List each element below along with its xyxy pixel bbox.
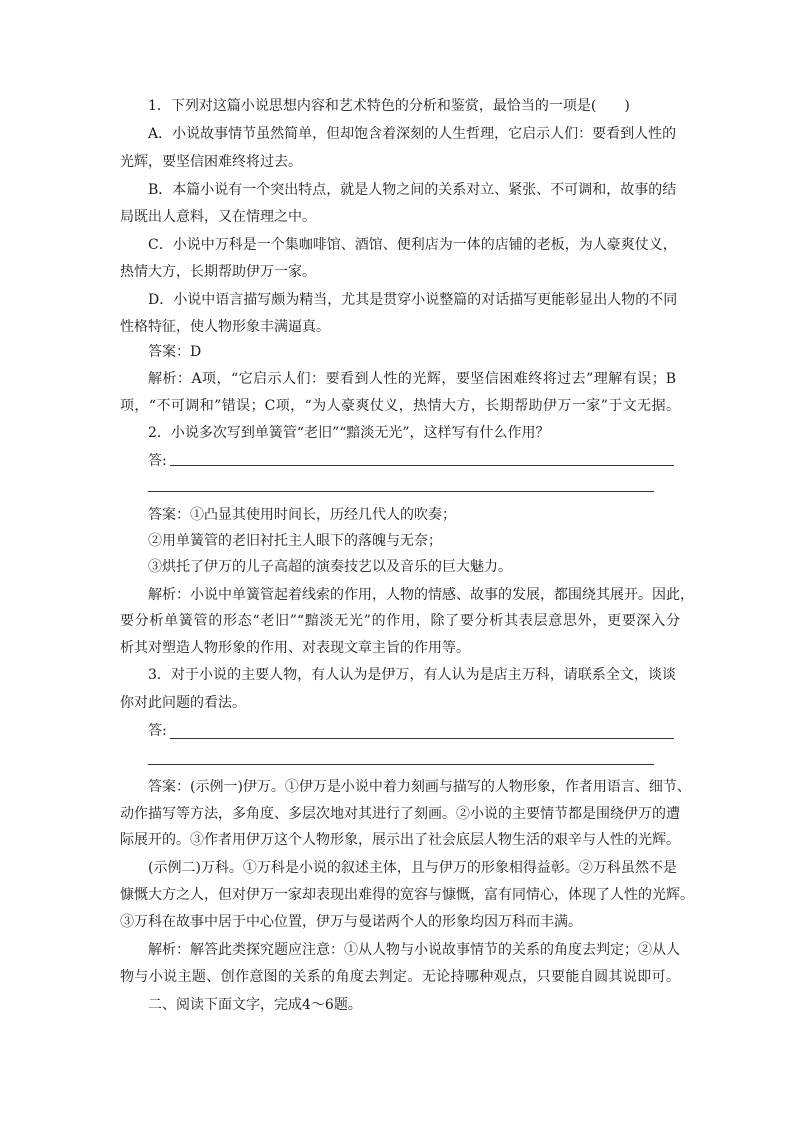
- q3-answer-line5: 慷慨大方之人，但对伊万一家却表现出难得的宽容与慷慨，富有同情心，体现了人性的光辉。: [120, 887, 694, 903]
- q3-explanation-line1: 解析：解答此类探究题应注意：①从人物与小说故事情节的关系的角度去判定；②从人: [148, 942, 680, 958]
- q3-answer-line3: 际展开的。③作者用伊万这个人物形象，展示出了社会底层人物生活的艰辛与人性的光辉。: [120, 832, 680, 848]
- q1-option-b-line1: B．本篇小说有一个突出特点，就是人物之间的关系对立、紧张、不可调和，故事的结: [148, 182, 677, 198]
- q1-stem: 1．下列对这篇小说思想内容和艺术特色的分析和鉴赏，最恰当的一项是( ): [148, 98, 630, 114]
- q1-option-c-line2: 热情大方，长期帮助伊万一家。: [120, 264, 316, 280]
- q3-stem-line1: 3．对于小说的主要人物，有人认为是伊万，有人认为是店主万科，请联系全文，谈谈: [148, 667, 676, 683]
- q2-explanation-line1: 解析：小说中单簧管起着线索的作用，人物的情感、故事的发展，都围绕其展开。因此，: [148, 587, 694, 603]
- q1-explanation-line2: 项，“不可调和”错误；C项，“为人豪爽仗义，热情大方，长期帮助伊万一家”于文无据。: [120, 398, 680, 414]
- q2-answer-line-1[interactable]: [170, 465, 674, 466]
- section-2-heading: 二、阅读下面文字，完成4～6题。: [148, 997, 362, 1013]
- q1-answer: 答案：D: [148, 344, 202, 360]
- q1-option-b-line2: 局既出人意料，又在情理之中。: [120, 209, 316, 225]
- q3-explanation-line2: 物与小说主题、创作意图的关系的角度去判定。无论持哪种观点，只要能自圆其说即可。: [120, 969, 680, 985]
- q2-explanation-line3: 析其对塑造人物形象的作用、对表现文章主旨的作用等。: [120, 640, 470, 656]
- q1-option-d-line2: 性格特征，使人物形象丰满逼真。: [120, 319, 330, 335]
- q1-option-c-line1: C．小说中万科是一个集咖啡馆、酒馆、便利店为一体的店铺的老板，为人豪爽仗义，: [148, 237, 677, 253]
- q3-answer-line1: 答案：(示例一)伊万。①伊万是小说中着力刻画与描写的人物形象，作者用语言、细节、: [148, 779, 691, 795]
- q3-answer-line2: 动作描写等方法，多角度、多层次地对其进行了刻画。②小说的主要情节都是围绕伊万的遭: [120, 806, 680, 822]
- q2-explanation-line2: 要分析单簧管的形态“老旧”“黯淡无光”的作用，除了要分析其表层意思外，更要深入分: [120, 613, 680, 629]
- q1-explanation-line1: 解析：A项，“它启示人们：要看到人性的光辉，要坚信困难终将过去”理解有误；B: [148, 371, 676, 387]
- q2-answer-item-1: 答案：①凸显其使用时间长，历经几代人的吹奏；: [148, 507, 456, 523]
- q1-option-a-line1: A．小说故事情节虽然简单，但却饱含着深刻的人生哲理，它启示人们：要看到人性的: [148, 126, 677, 142]
- q2-stem: 2．小说多次写到单簧管“老旧”“黯淡无光”，这样写有什么作用？: [148, 425, 550, 441]
- q3-answer-line6: ③万科在故事中居于中心位置，伊万与曼诺两个人的形象均因万科而丰满。: [120, 914, 582, 930]
- q2-answer-label: 答:: [148, 453, 167, 469]
- q1-option-d-line1: D．小说中语言描写颇为精当，尤其是贯穿小说整篇的对话描写更能彰显出人物的不同: [148, 292, 678, 308]
- q2-answer-item-3: ③烘托了伊万的儿子高超的演奏技艺以及音乐的巨大魅力。: [148, 559, 512, 575]
- q3-stem-line2: 你对此问题的看法。: [120, 695, 246, 711]
- q3-answer-line-1[interactable]: [170, 738, 674, 739]
- q2-answer-item-2: ②用单簧管的老旧衬托主人眼下的落魄与无奈；: [148, 533, 442, 549]
- q3-answer-label: 答:: [148, 723, 167, 739]
- q3-answer-line-2[interactable]: [148, 764, 654, 765]
- q2-answer-line-2[interactable]: [148, 491, 654, 492]
- q1-option-a-line2: 光辉，要坚信困难终将过去。: [120, 154, 302, 170]
- q3-answer-line4: (示例二)万科。①万科是小说的叙述主体，且与伊万的形象相得益彰。②万科虽然不是: [148, 860, 677, 876]
